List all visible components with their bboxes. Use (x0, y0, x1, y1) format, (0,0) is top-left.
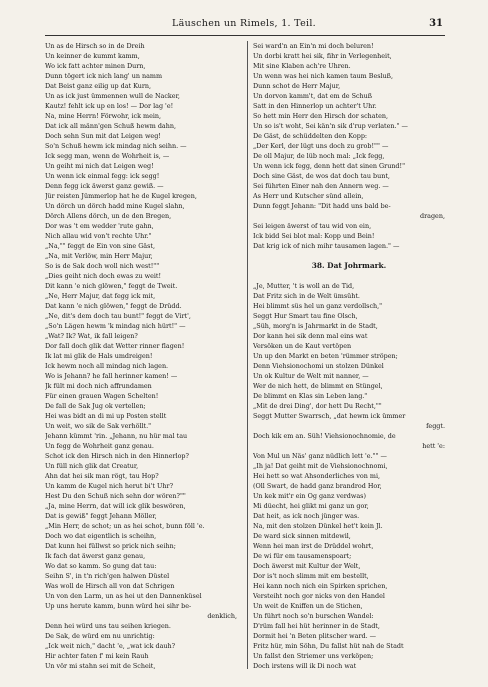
text-line: „Ja, mine Herrn, dat will ick glik beswören, (45, 502, 186, 510)
text-line: Dor kann hei sik denn mal eins wat (253, 332, 368, 340)
text-line: Un kamm de Kugel nich herut bi't Uhr? (45, 482, 173, 490)
left-column (45, 41, 237, 676)
text-line: Doch kik em an. Süh! Viehsionochnomie, de (253, 432, 396, 440)
text-line: „Süh, morg'n is Jahrmarkt in de Stadt, (253, 322, 378, 330)
text-line: Seggt Mutter Swarrsch, „dat hewm ick ümmer (253, 412, 406, 420)
text-line: „Ick weit nich," dacht 'e, „wat ick dauh? (45, 642, 176, 650)
text-line: hett 'e: (422, 442, 445, 450)
text-line: Jk fült mi doch nich affrundamen (45, 382, 152, 390)
text-line: denklich, (207, 612, 237, 620)
text-line: Für einen grauen Wagen Schelten! (45, 392, 159, 400)
text-line: Jür reisten Jümmerlop hat he de Kugel kregen, (45, 192, 197, 200)
text-line: Dat is gewiß" feggt Jehann Möller, (45, 512, 157, 520)
text-line: Hei hett so wat Ahsonderliches von mi, (253, 472, 381, 480)
text-line: Wo is Jehann? he fall herinner kamen! — (45, 372, 178, 380)
text-line: Dat Fritz sich in de Welt ümsüht. (253, 292, 360, 300)
right-column (253, 41, 445, 676)
text-line: As Herr und Kutscher sünd allein, (253, 192, 364, 200)
text-line: Dor was 't em wedder 'rute gahn, (45, 222, 154, 230)
text-line: Seihn S', in t'n rich'gen halwen Düstel (45, 572, 170, 580)
text-line: De blimmt en Klas sin Leben lang." (253, 392, 368, 400)
column-divider (247, 41, 248, 669)
text-line: Denn Viehsionochomi un stolzen Dünkel (253, 362, 384, 370)
text-line: Un fallst den Striemer uns verköpen; (253, 652, 374, 660)
text-line: So hett min Herr den Hirsch dor schaten, (253, 112, 389, 120)
text-line: dragen, (420, 212, 445, 220)
header-rule (45, 35, 445, 36)
text-line: Un so is't woht, Sei kän'n sik d'rup verlaten." — (253, 122, 408, 130)
text-line: Dat kann 'e nich glöwen," feggt de Drüdd. (45, 302, 182, 310)
page-number: 31 (429, 18, 443, 29)
text-line: Un kek mit'r ein Og ganz verdwas) (253, 492, 366, 500)
text-line: Versteiht noch gor nicks von den Handel (253, 592, 385, 600)
text-line: Dat krig ick of nich mihr tausamen lagen." — (253, 242, 400, 250)
text-line: Ahn dat hei sik man rögt, tau Hop? (45, 472, 159, 480)
text-line: D'rüm fall hei hüt herinner in de Stadt, (253, 622, 380, 630)
text-line: So is de Sak doch woll nich west!"" (45, 262, 160, 270)
text-line: Un as de Hirsch so in de Dreih (45, 42, 145, 50)
text-line: De ward sick sinnen mitdewil, (253, 532, 351, 540)
text-line: De fall de Sak Jug ok vertellen; (45, 402, 146, 410)
text-line: Dat ick all männ'gen Schuß hewm dahn, (45, 122, 176, 130)
text-line: Up uns herute kamm, bunn würd hei sihr be- (45, 602, 192, 610)
text-line: Was woll de Hirsch all von dat Schrigen (45, 582, 175, 590)
text-line: Denn fegg ick äwerst ganz gewiß. — (45, 182, 164, 190)
text-line: Wer de nich hett, de blimmt en Stüngel, (253, 382, 383, 390)
text-line: „Der Kerl, der lügt uns doch zu grob!"" — (253, 142, 389, 150)
text-line: Na, mine Herrn! Förwohr, ick mein, (45, 112, 162, 120)
text-line: „So'n Lägen hewm 'k mindag nich hürt!" — (45, 322, 186, 330)
text-line: „Min Herr, de schot; un as hei schot, bunn föll 'e. (45, 522, 205, 530)
text-line: Un ok Kultur de Welt mit nanner, — (253, 372, 369, 380)
text-line: „Na,"" feggt de Ein von sine Gäst, (45, 242, 155, 250)
text-line: Jehann kümmt 'rin. „Jehann, nu hür mal tau (45, 432, 188, 440)
text-line: Ick segg man, wenn de Wohrheit is, — (45, 152, 170, 160)
text-line: So'n Schuß hewm ick mindag nich seihn. — (45, 142, 187, 150)
text-line: „Wat? Ik? Wat, ik fall leigen? (45, 332, 138, 340)
text-line (253, 251, 445, 261)
page-header (0, 18, 488, 32)
text-line: De Sak, de würd em nu unrichtig: (45, 632, 155, 640)
text-line: Dunn schot de Herr Majur, (253, 82, 341, 90)
text-line: Mit sine Klaben ach're Uhren. (253, 62, 351, 70)
text-line: Hest Du den Schuß nich sehn dor wören?"" (45, 492, 186, 500)
text-line: Wenn hei man irst de Drüddel wohrt, (253, 542, 374, 550)
text-line: Doch sehn Sun mit dat Leigen weg! (45, 132, 161, 140)
text-line: Denn hei würd uns tau seihen kriegen. (45, 622, 171, 630)
text-line: Dit kann 'e nich glöwen," feggt de Tweit. (45, 282, 178, 290)
text-line: Un wenn was hei nich kamen taum Besluß, (253, 72, 393, 80)
text-line: Sei leigen äwerst of tau wid von ein, (253, 222, 372, 230)
text-line: Dor is't noch slimm mit em bestellt, (253, 572, 369, 580)
text-line: „Mit de drei Ding', dor hett Du Recht,"" (253, 402, 382, 410)
text-line: Un keinner de kummt kamm, (45, 52, 140, 60)
text-line: Un as ick just ümmennen wull de Nacker, (45, 92, 180, 100)
text-line: Un vör mi stahn sei mit de Scheit, (45, 662, 156, 670)
text-line: Un von den Larm, un as hei ut den Dannenküsel (45, 592, 202, 600)
text-line: Doch sine Gäst, de wos dat doch tau bunt, (253, 172, 390, 180)
text-line: Schot ick den Hirsch nich in den Hinnerlop? (45, 452, 189, 460)
text-line: Dat heit, as ick noch jünger was. (253, 512, 360, 520)
text-line: „Ne, Herr Majur, dat fegg ick mit, (45, 292, 156, 300)
text-line: Doch wo dat eigentlich is scheihn, (45, 532, 157, 540)
text-line (253, 271, 445, 281)
text-line: „Dies geiht nich doch ewas zu weit! (45, 272, 162, 280)
text-line: „Je, Mutter, 't is woll an de Tid, (253, 282, 355, 290)
text-line: Von Mul un Näs' ganz nüdlich lett 'e."" — (253, 452, 387, 460)
text-line: Sei ward'n an Ein'n mi doch beluren! (253, 42, 374, 50)
text-line: Un up den Markt en beten 'rümmer ströpen; (253, 352, 398, 360)
text-line: Mi düecht, hei glikt mi ganz un gor, (253, 502, 369, 510)
text-line: „Ne, dit's dem doch tau bunt!" feggt de Virt', (45, 312, 191, 320)
text-line: Dor fall doch glik dat Wetter rinner flagen! (45, 342, 185, 350)
text-line: Un dorbi kratt hei sik, fihr in Verlegenheit, (253, 52, 392, 60)
text-line: Nich allau wid von't rechte Uhr." (45, 232, 152, 240)
text-line: Ick bidd Sei blot mal: Kopp und Bein! (253, 232, 375, 240)
text-line: Doch äwerst mit Kultur der Welt, (253, 562, 361, 570)
text-line: (Oll Swart, de hadd ganz brandrod Hor, (253, 482, 382, 490)
text-line: Fritz hür, min Söhn, Du fallst hüt nah de Stadt (253, 642, 404, 650)
text-line: Dörch Allens dörch, un de den Bregen, (45, 212, 172, 220)
text-line: Kautz! fehlt ick up en los! — Dor lag 'e! (45, 102, 174, 110)
text-line: Hei was bidt an di mi up Posten stellt (45, 412, 167, 420)
text-line: Seggt Hur Smart tau fine Olsch, (253, 312, 358, 320)
text-line: Dormit hei 'n Beten plitscher ward. — (253, 632, 377, 640)
text-line: Hei blimmt süs hel un ganz verdollsch," (253, 302, 383, 310)
text-line: Satt in den Hinnerlop un achter't Uhr. (253, 102, 377, 110)
text-line: De oll Majur, de lüb noch mal: „Ick fegg, (253, 152, 385, 160)
section-heading: 38. Dat Johrmark. (311, 261, 387, 270)
text-line: De wi für em tausamenspoart; (253, 552, 352, 560)
running-title: Läuschen un Rimels, 1. Teil. (172, 18, 316, 29)
text-line: „Na, mit Verlöw, min Herr Majur, (45, 252, 153, 260)
text-line: Un weit, wo sik de Sak verhöllt." (45, 422, 152, 430)
text-line: Ik fach dat äwerst ganz genau, (45, 552, 146, 560)
text-line: Na, mit den stolzen Dünkel het't kein Jl. (253, 522, 383, 530)
text-line: Doch irstens will ik Di noch wat (253, 662, 357, 670)
text-line: Sei führten Einer nah den Annern weg. — (253, 182, 389, 190)
text-line: Dat Beist ganz eilig up dat Kurn, (45, 82, 152, 90)
text-line: Hei kann noch nich ein Spirken sprichen, (253, 582, 388, 590)
text-line: Un wenn ick fegg, denn hett dat sinen Grund!" (253, 162, 406, 170)
text-line: Un fegg de Wohrheit ganz genau. (45, 442, 154, 450)
text-line: Dat kunn hei füllwst so prick nich seihn; (45, 542, 176, 550)
text-line: Un wenn ick einmal fegg: ick segg! (45, 172, 160, 180)
text-line: „Ih ja! Dat geiht mit de Viehsionochnomi, (253, 462, 388, 470)
text-line: feggt. (426, 422, 445, 430)
text-line: Ick hewm noch all mindag nich lagen. (45, 362, 169, 370)
text-line: De Gäst, de schüddelten den Kopp: (253, 132, 368, 140)
text-line: Wo ick fatt achter minen Durn, (45, 62, 146, 70)
text-line: Hir achter faten f' mi kein Rauh (45, 652, 149, 660)
text-line: Un geiht mi nich dat Leigen weg! (45, 162, 154, 170)
text-line: Un dörch un dörch hadd mine Kugel slahn, (45, 202, 185, 210)
text-line: Un füll nich glik dat Creatur, (45, 462, 139, 470)
text-line: Un weit de Kniffen un de Stichen, (253, 602, 363, 610)
text-line: Versöken un de Kaut vertöpen (253, 342, 352, 350)
text-line: Un dorvon kamm't, dat em de Schuß (253, 92, 373, 100)
text-line: Dunn feggt Jehann: "Dit hadd uns bald be- (253, 202, 391, 210)
text-line: Ik lat mi glik de Hals umdreigen! (45, 352, 153, 360)
text-line: Wo dat so kamm. So gung dat tau: (45, 562, 157, 570)
text-line: Un führt noch so'n burschen Wandel: (253, 612, 374, 620)
text-line: Dunn tögert ick nich lang' un namm (45, 72, 163, 80)
